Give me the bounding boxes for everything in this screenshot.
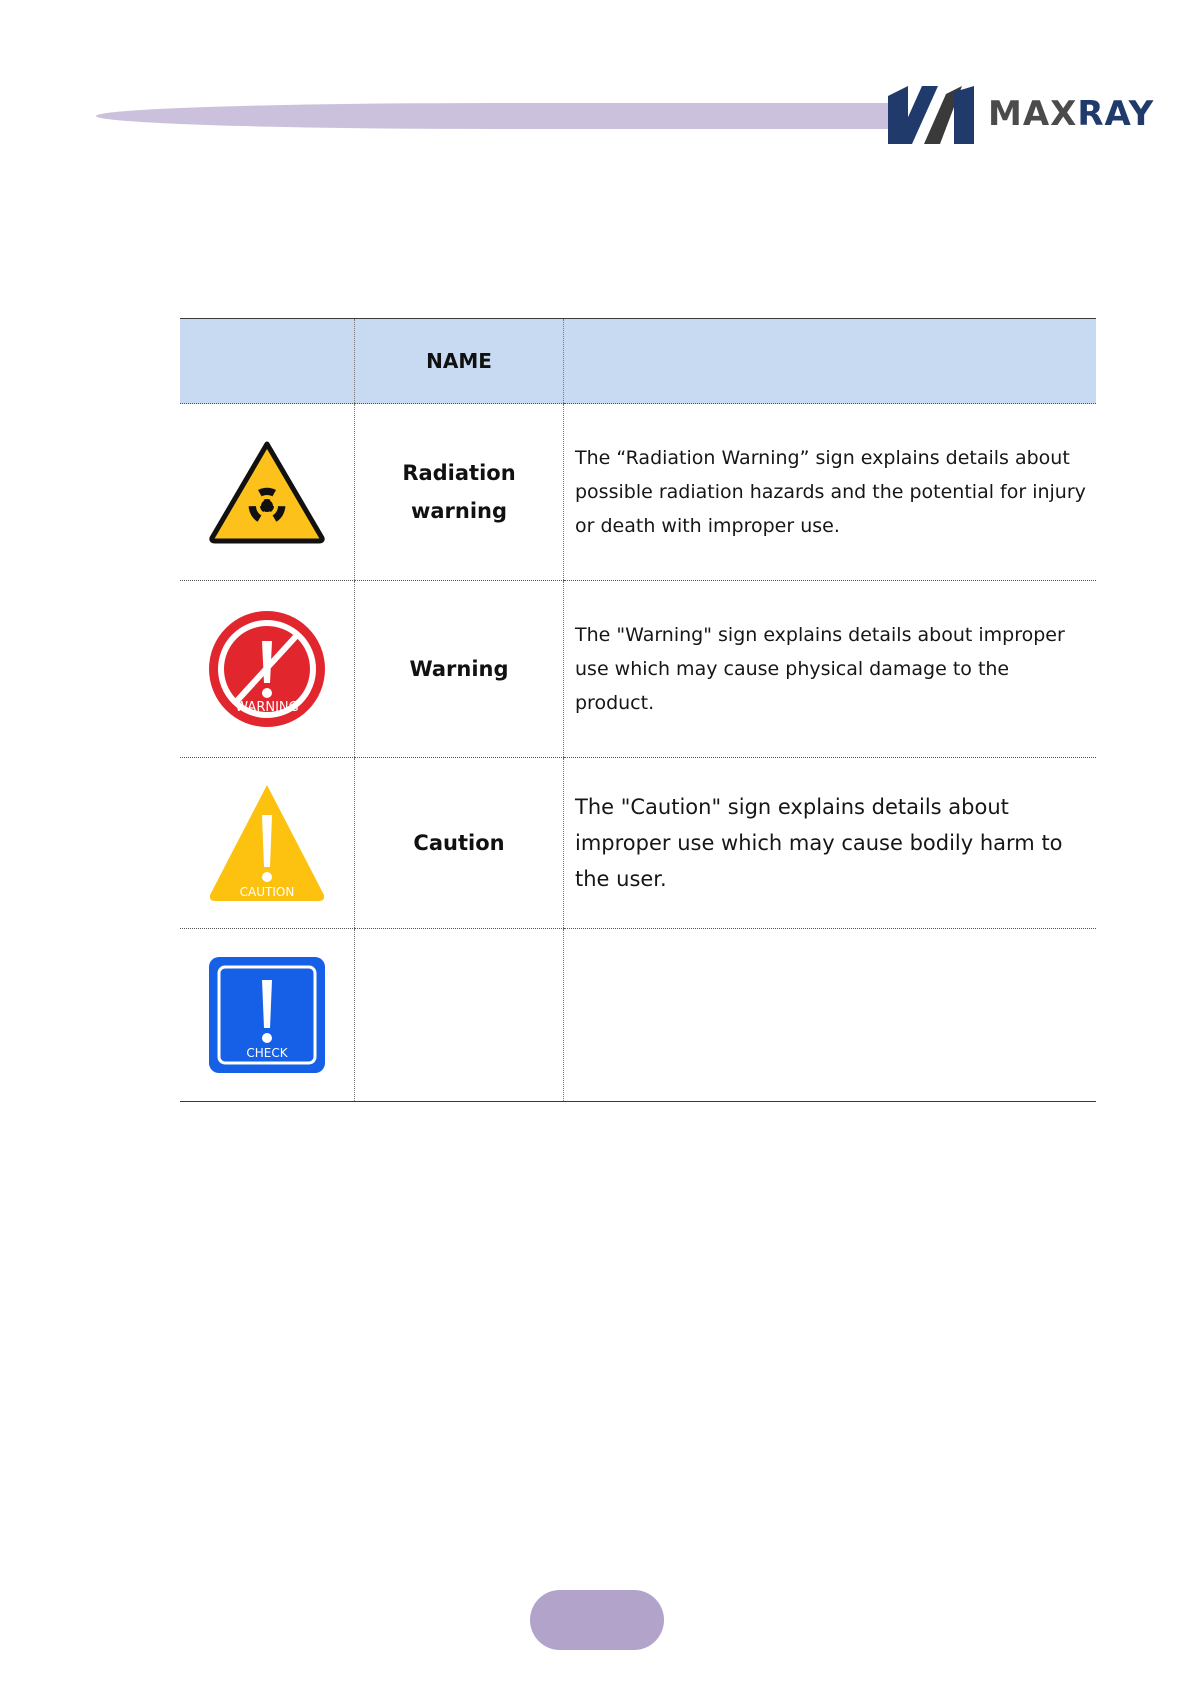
maxray-logo: [888, 86, 1155, 146]
header-cell-description: [564, 319, 1097, 404]
table-row: [180, 929, 1096, 1102]
sign-name-check: [355, 929, 564, 1102]
check-icon-label: CHECK: [246, 1046, 288, 1060]
page-number-badge: [530, 1590, 664, 1650]
safety-signs-table: [180, 318, 1096, 1102]
sign-name-radiation-warning: Radiation warning: [355, 404, 564, 581]
table-row: [180, 581, 1096, 758]
sign-name-caution: Caution: [355, 758, 564, 929]
icon-cell: [180, 758, 355, 929]
header-decorative-bar: [96, 103, 896, 129]
warning-icon-label: WARNING: [235, 700, 299, 715]
icon-cell: [180, 404, 355, 581]
maxray-logo-mark-icon: [888, 86, 974, 144]
caution-icon-label: CAUTION: [239, 885, 295, 899]
warning-icon: [207, 609, 327, 729]
sign-description-warning: The "Warning" sign explains details about improper use which may cause physical damage to the product.: [564, 581, 1097, 758]
icon-cell: [180, 929, 355, 1102]
sign-name-warning: Warning: [355, 581, 564, 758]
caution-icon: [207, 783, 327, 903]
sign-description-radiation-warning: The “Radiation Warning” sign explains details about possible radiation hazards and the potential for injury or death with improper use.: [564, 404, 1097, 581]
header-cell-name: NAME: [355, 319, 564, 404]
table-row: [180, 758, 1096, 929]
sign-description-caution: The "Caution" sign explains details about improper use which may cause bodily harm to the user.: [564, 758, 1097, 929]
table-row: [180, 404, 1096, 581]
maxray-logo-text: [988, 94, 1154, 134]
icon-cell: [180, 581, 355, 758]
check-icon: [208, 956, 326, 1074]
radiation-warning-icon: [208, 440, 326, 544]
table-header-row: [180, 319, 1096, 404]
sign-description-check: [564, 929, 1097, 1102]
logo-text-ray: RAY: [1077, 94, 1155, 134]
header-cell-icon: [180, 319, 355, 404]
logo-text-max: MAX: [988, 94, 1078, 134]
